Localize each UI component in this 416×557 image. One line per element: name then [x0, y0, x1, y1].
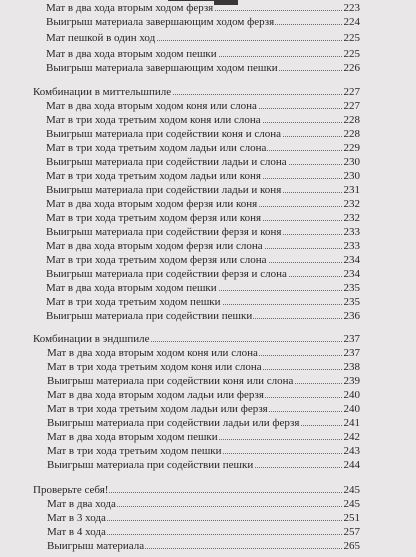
toc-entry-page: 224 [343, 16, 360, 28]
toc-entry[interactable] [47, 458, 360, 472]
toc-entry-title: Мат в два хода вторым ходом пешки [46, 282, 217, 294]
toc-section-heading[interactable] [33, 332, 360, 346]
toc-entry-title: Выигрыш материала при содействии коня и слона [46, 128, 282, 140]
toc-entry-page: 231 [343, 184, 360, 196]
toc-entry[interactable] [46, 197, 360, 211]
toc-entry-title: Мат в три хода третьим ходом пешки [46, 296, 221, 308]
toc-entry-title: Выигрыш материала завершающим ходом ферзя [46, 16, 275, 28]
toc-entry[interactable] [46, 99, 360, 113]
toc-entry[interactable] [47, 346, 360, 360]
toc-section-heading[interactable] [33, 483, 360, 497]
toc-entry-title: Мат в два хода вторым ходом ферзя или коня [46, 198, 258, 210]
toc-entry[interactable] [47, 416, 360, 430]
toc-entry-title: Мат в три хода третьим ходом пешки [47, 445, 222, 457]
toc-entry[interactable] [47, 497, 360, 511]
toc-entry[interactable] [47, 430, 360, 444]
toc-entry-page: 234 [343, 268, 360, 280]
toc-entry-title: Выигрыш материала [47, 540, 145, 552]
toc-entry-title: Мат в три хода третьим ходом коня или слона [46, 114, 261, 126]
toc-entry[interactable] [46, 169, 360, 183]
toc-entry-page: 230 [343, 170, 360, 182]
toc-entry-page: 223 [343, 2, 360, 14]
toc-entry[interactable] [46, 113, 360, 127]
toc-entry-title: Мат в два хода вторым ходом коня или слона [47, 347, 258, 359]
toc-entry-title: Выигрыш материала при содействии ладьи и слона [46, 156, 287, 168]
toc-entry[interactable] [46, 267, 360, 281]
toc-entry-title: Мат в два хода [47, 498, 116, 510]
toc-entry-title: Выигрыш материала при содействии ферзя и слона [46, 268, 287, 280]
toc-entry-title: Мат в 4 хода [47, 526, 106, 538]
toc-entry-page: 228 [343, 114, 360, 126]
toc-entry-title: Выигрыш материала завершающим ходом пешки [46, 62, 278, 74]
toc-entry[interactable] [46, 61, 360, 75]
toc-entry-title: Выигрыш материала при содействии пешки [47, 459, 254, 471]
toc-entry-title: Мат в два хода вторым ходом пешки [46, 48, 217, 60]
toc-entry[interactable] [46, 183, 360, 197]
toc-entry-page: 235 [343, 282, 360, 294]
toc-section-page: 245 [343, 484, 360, 496]
toc-entry-page: 225 [343, 48, 360, 60]
toc-entry[interactable] [46, 141, 360, 155]
toc-section-page: 237 [343, 333, 360, 345]
toc-entry-page: 251 [343, 512, 360, 524]
toc-entry-title: Мат в три хода третьим ходом ферзя или коня [46, 212, 262, 224]
toc-entry[interactable] [46, 15, 360, 29]
toc-entry-title: Мат в два хода вторым ходом ферзя [46, 2, 214, 14]
toc-entry-page: 225 [343, 32, 360, 44]
toc-section-title: Комбинации в эндшпиле [33, 333, 150, 345]
toc-entry-page: 236 [343, 310, 360, 322]
toc-entry-page: 240 [343, 403, 360, 415]
toc-entry-title: Выигрыш материала при содействии пешки [46, 310, 253, 322]
toc-entry[interactable] [46, 281, 360, 295]
toc-section-title: Проверьте себя! [33, 484, 109, 496]
toc-entry[interactable] [46, 225, 360, 239]
toc-entry[interactable] [46, 211, 360, 225]
toc-entry-page: 240 [343, 389, 360, 401]
toc-entry[interactable] [47, 539, 360, 553]
toc-entry-title: Выигрыш материала при содействии ферзя и коня [46, 226, 282, 238]
toc-entry-title: Мат в 3 хода [47, 512, 106, 524]
toc-entry[interactable] [47, 388, 360, 402]
toc-entry[interactable] [47, 444, 360, 458]
toc-entry-page: 244 [343, 459, 360, 471]
toc-entry-title: Мат в два хода вторым ходом ферзя или слона [46, 240, 263, 252]
toc-entry-page: 226 [343, 62, 360, 74]
toc-entry-title: Мат в три хода третьим ходом ладьи или ферзя [47, 403, 268, 415]
toc-section-title: Комбинации в миттельшпиле [33, 86, 172, 98]
toc-entry-title: Мат в два хода вторым ходом коня или слона [46, 100, 257, 112]
toc-entry-page: 242 [343, 431, 360, 443]
toc-entry-page: 235 [343, 296, 360, 308]
toc-entry[interactable] [46, 309, 360, 323]
toc-entry-page: 257 [343, 526, 360, 538]
toc-entry-page: 233 [343, 226, 360, 238]
toc-entry-page: 238 [343, 361, 360, 373]
toc-entry-page: 243 [343, 445, 360, 457]
toc-entry[interactable] [46, 31, 360, 45]
toc-entry-page: 232 [343, 198, 360, 210]
toc-entry-title: Мат в три хода третьим ходом ферзя или слона [46, 254, 267, 266]
toc-entry-page: 233 [343, 240, 360, 252]
toc-entry-title: Мат в три хода третьим ходом ладьи или слона [46, 142, 267, 154]
toc-entry[interactable] [47, 360, 360, 374]
toc-entry-page: 232 [343, 212, 360, 224]
toc-entry[interactable] [47, 402, 360, 416]
toc-entry-title: Выигрыш материала при содействии ладьи или ферзя [47, 417, 300, 429]
toc-entry-page: 237 [343, 347, 360, 359]
toc-entry-page: 265 [343, 540, 360, 552]
toc-entry-page: 239 [343, 375, 360, 387]
toc-entry-page: 234 [343, 254, 360, 266]
toc-section-page: 227 [343, 86, 360, 98]
toc-entry-page: 230 [343, 156, 360, 168]
toc-entry[interactable] [47, 374, 360, 388]
toc-entry[interactable] [46, 239, 360, 253]
toc-entry-page: 228 [343, 128, 360, 140]
toc-entry-page: 229 [343, 142, 360, 154]
toc-entry[interactable] [46, 127, 360, 141]
toc-entry-page: 227 [343, 100, 360, 112]
toc-entry[interactable] [46, 1, 360, 15]
toc-entry-page: 241 [343, 417, 360, 429]
toc-entry-title: Мат в три хода третьим ходом ладьи или коня [46, 170, 261, 182]
toc-entry[interactable] [47, 525, 360, 539]
toc-entry-title: Выигрыш материала при содействии коня или слона [47, 375, 294, 387]
toc-entry-page: 245 [343, 498, 360, 510]
toc-entry-title: Мат пешкой в один ход [46, 32, 156, 44]
toc-section-heading[interactable] [33, 85, 360, 99]
toc-entry[interactable] [46, 295, 360, 309]
toc-entry-title: Мат в два хода вторым ходом пешки [47, 431, 218, 443]
toc-entry[interactable] [46, 253, 360, 267]
toc-entry-title: Мат в два хода вторым ходом ладьи или ферзя [47, 389, 264, 401]
toc-entry[interactable] [47, 511, 360, 525]
toc-entry-title: Мат в три хода третьим ходом коня или слона [47, 361, 262, 373]
toc-entry[interactable] [46, 47, 360, 61]
toc-entry-title: Выигрыш материала при содействии ладьи и коня [46, 184, 282, 196]
toc-entry[interactable] [46, 155, 360, 169]
